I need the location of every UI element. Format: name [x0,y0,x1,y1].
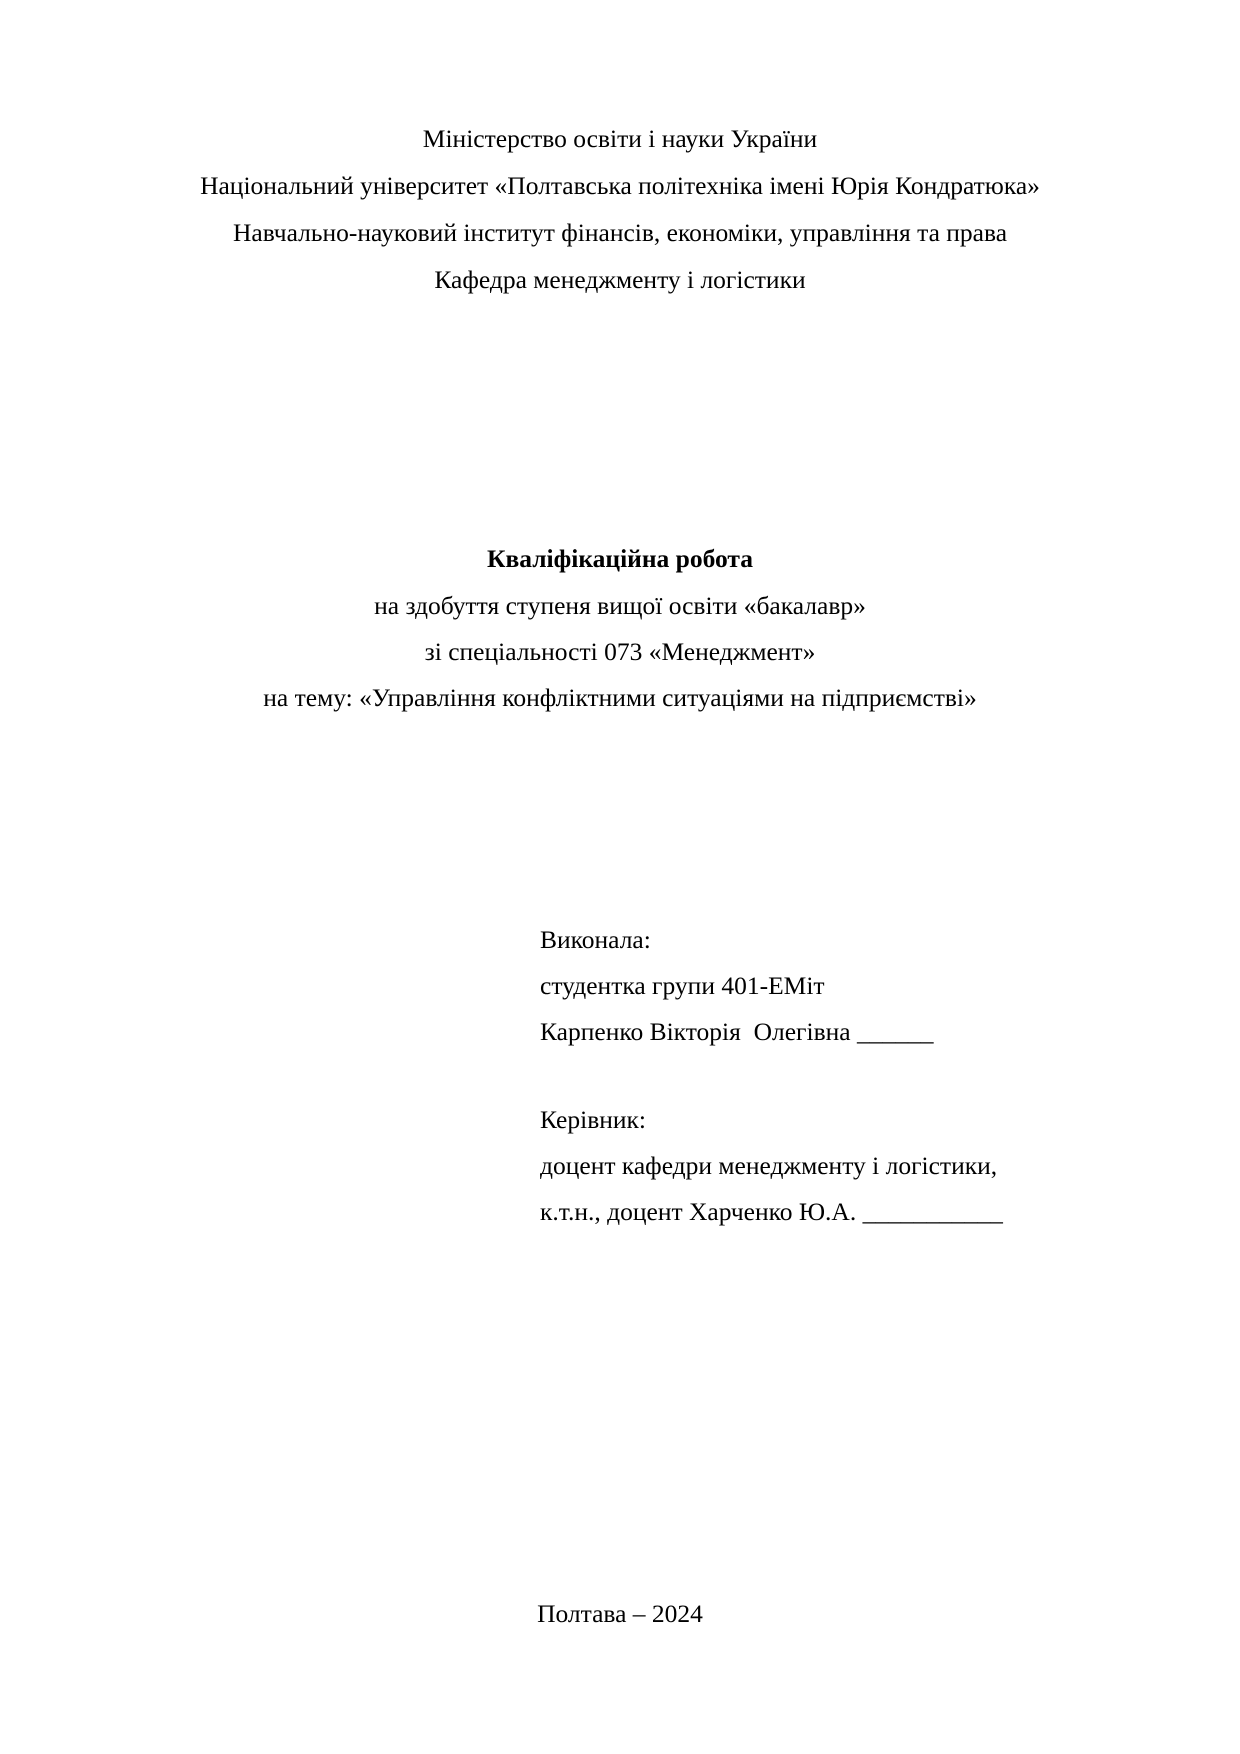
signature-block [110,917,1130,1235]
author-label: Виконала: [540,925,651,954]
department-line: Кафедра менеджменту і логістики [434,265,806,294]
supervisor-position: доцент кафедри менеджменту і логістики, [540,1151,998,1180]
ministry-line: Міністерство освіти і науки України [422,124,818,153]
place-year: Полтава – 2024 [537,1599,703,1628]
author-name: Карпенко Вікторія Олегівна ______ [540,1017,934,1046]
supervisor-name: к.т.н., доцент Харченко Ю.А. ___________ [540,1197,1003,1226]
author-group: студентка групи 401-ЕМіт [540,971,825,1000]
thesis-title-block [110,535,1130,721]
topic-line: на тему: «Управління конфліктними ситуаціями на підприємстві» [263,683,977,712]
signature-spacer [540,1055,1130,1097]
speciality-line: зі спеціальності 073 «Менеджмент» [424,637,816,666]
degree-line: на здобуття ступеня вищої освіти «бакалавр» [374,591,866,620]
supervisor-label: Керівник: [540,1105,646,1134]
thesis-heading: Кваліфікаційна робота [486,544,754,573]
institution-block [110,115,1130,303]
footer-block [0,1594,1240,1634]
institute-line: Навчально-науковий інститут фінансів, економіки, управління та права [232,218,1008,247]
university-line: Національний університет «Полтавська політехніка імені Юрія Кондратюка» [200,171,1040,200]
